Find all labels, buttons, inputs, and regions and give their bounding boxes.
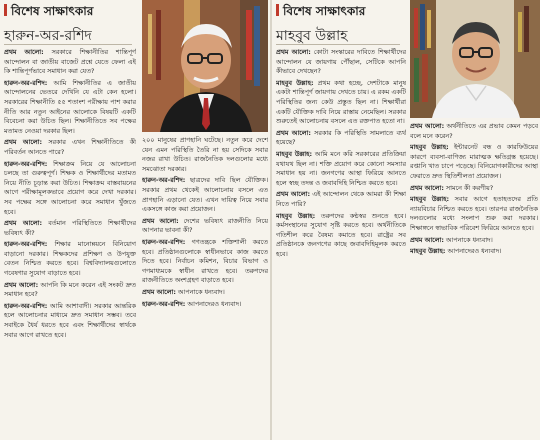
article-column-2	[142, 136, 268, 440]
qa-paragraph: হারুন-অর-রশিদ: ছাত্রদের দাবি ছিল যৌক্তিক। সরকার প্রথম থেকেই আলোচনায় বসলে এত প্রাণহানি এড়ানো যেত। এখন দায়িত্ব নিয়ে সবার একসঙ্গে কাজ করা প্রয়োজন।	[142, 176, 268, 214]
qa-paragraph: প্রথম আলো: আপনাকে ধন্যবাদ।	[410, 235, 493, 244]
interviewee-name: মাহবুব উল্লাহ	[276, 28, 348, 44]
qa-paragraph: হারুন-অর-রশিদ: আপনাদেরও ধন্যবাদ।	[142, 299, 242, 308]
qa-paragraph: প্রথম আলো: অর্থনীতিতে এর প্রভাব কেমন পড়বে বলে মনে করেন?	[410, 122, 538, 140]
qa-paragraph: মাহবুব উল্লাহ: প্রথম কথা হচ্ছে, দেশটাকে মানুষ একটা শান্তিপূর্ণ জায়গায় দেখতে চায়। এ রকম একটি পরিস্থিতির জন্য কেউ প্রস্তুত ছিল না। শিক্ষার্থীরা একটি যৌক্তিক দাবি নিয়ে রাস্তায় নেমেছিল। সরকার শুরুতেই আলোচনায় বসলে এত রক্তপাত হতো না।	[276, 78, 406, 126]
qa-paragraph: মাহবুব উল্লাহ: সবার আগে হতাহতদের প্রতি ন্যায়বিচার নিশ্চিত করতে হবে। তারপর রাজনৈতিক দলগুলোর মধ্যে সংলাপ শুরু করা দরকার। শিক্ষাঙ্গনে স্বাভাবিক পরিবেশ ফিরিয়ে আনতে হবে।	[410, 195, 538, 232]
qa-paragraph: মাহবুব উল্লাহ: আপনাদেরও ধন্যবাদ।	[410, 247, 502, 256]
qa-paragraph: প্রথম আলো: আপনাকে ধন্যবাদ।	[142, 287, 225, 296]
qa-paragraph: মাহবুব উল্লাহ: তরুণদের কণ্ঠস্বর শুনতে হবে। কর্মসংস্থানের সুযোগ সৃষ্টি করতে হবে। অর্থনীতিকে গতিশীল করে বৈষম্য কমাতে হবে। রাষ্ট্রের সব প্রতিষ্ঠানকে জনগণের কাছে জবাবদিহিমূলক করতে হবে।	[276, 211, 406, 258]
qa-paragraph: ২০০ মানুষের প্রাণহানি ঘটেছে। নতুন করে দেশে যেন এমন পরিস্থিতি তৈরি না হয় সেদিকে সবার নজর রাখা উচিত। রাজনৈতিক দলগুলোর মধ্যে সমঝোতা দরকার।	[142, 136, 268, 173]
section-tag: বিশেষ সাক্ষাৎকার	[4, 3, 93, 23]
qa-paragraph: হারুন-অর-রশিদ: আমি আশাবাদী। সরকার আন্তরিক হলে আলোচনার মাধ্যমে দ্রুত সমাধান সম্ভব। তবে সবাইকে ধৈর্য ধরতে হবে এবং শিক্ষার্থীদের স্বার্থকে সবার আগে রাখতে হবে।	[4, 301, 136, 339]
qa-paragraph: প্রথম আলো: দেশের ভবিষ্যৎ রাজনীতি নিয়ে আপনার ভাবনা কী?	[142, 216, 268, 235]
qa-paragraph: প্রথম আলো: সরকারে শিক্ষানীতির শান্তিপূর্ণ আন্দোলন বা জাতীয় বাজেট প্রশ্নে যেতে ফেলা এই কি শান্তিপূর্ণভাবে সমাধান করা যেত?	[4, 48, 136, 76]
qa-paragraph: প্রথম আলো: সামনে কী করণীয়?	[410, 183, 494, 192]
qa-paragraph: হারুন-অর-রশিদ: গণতন্ত্রকে শক্তিশালী করতে হবে। প্রতিষ্ঠানগুলোকে স্বাধীনভাবে কাজ করতে দিতে হবে। নির্বাচন কমিশন, বিচার বিভাগ ও গণমাধ্যমকে স্বাধীন রাখতে হবে। তরুণদের রাজনীতিতে অংশগ্রহণ বাড়াতে হবে।	[142, 237, 268, 285]
section-tag: বিশেষ সাক্ষাৎকার	[276, 3, 365, 23]
qa-paragraph: মাহবুব উল্লাহ: ইন্টারনেট বন্ধ ও কারফিউয়ের কারণে ব্যবসা-বাণিজ্য মারাত্মক ক্ষতিগ্রস্ত হয়েছে। রপ্তানি খাত চাপে পড়েছে। বিনিয়োগকারীদের আস্থা ফেরাতে দ্রুত স্থিতিশীলতা প্রয়োজন।	[410, 143, 538, 180]
qa-paragraph: হারুন-অর-রশিদ: শিক্ষাক্রম নিয়ে যে আলোচনা চলছে তা গুরুত্বপূর্ণ। শিক্ষক ও শিক্ষার্থীদের মতামত নিয়ে নীতি চূড়ান্ত করা উচিত। শিক্ষাক্রম বাস্তবায়নের আগে পরীক্ষামূলকভাবে প্রয়োগ করে দেখা দরকার। সব পক্ষের সঙ্গে আলোচনা করে সমাধান খুঁজতে হবে।	[4, 159, 136, 216]
qa-paragraph: প্রথম আলো: বর্তমান পরিস্থিতিতে শিক্ষার্থীদের ভবিষ্যৎ কী?	[4, 219, 136, 237]
interviewee-name: হারুন-অর-রশিদ	[4, 28, 92, 44]
interview-right	[272, 0, 540, 440]
article-column-1	[4, 48, 136, 440]
interviewee-photo	[142, 0, 268, 132]
qa-paragraph: প্রথম আলো: আপনি কি মনে করেন এই সংকট দ্রুত সমাধান হবে?	[4, 280, 136, 299]
article-column-1	[276, 48, 406, 440]
qa-paragraph: প্রথম আলো: সরকার কি পরিস্থিতি সামলাতে ব্যর্থ হয়েছে?	[276, 128, 406, 147]
qa-paragraph: হারুন-অর-রশিদ: শিক্ষার মানোন্নয়নে বিনিয়োগ বাড়ানো দরকার। শিক্ষকদের প্রশিক্ষণ ও উপযুক্ত বেতন নিশ্চিত করতে হবে। বিশ্ববিদ্যালয়গুলোতে গবেষণার সুযোগ বাড়াতে হবে।	[4, 240, 136, 278]
qa-paragraph: প্রথম আলো: সরকার এখন শিক্ষানীতিতে কী পরিবর্তন আনতে পারে?	[4, 138, 136, 156]
qa-paragraph: প্রথম আলো: কোটা সংস্কারের দাবিতে শিক্ষার্থীদের আন্দোলন যে জায়গায় পৌঁছাল, সেটিকে আপনি কীভাবে দেখছেন?	[276, 48, 406, 76]
qa-paragraph: মাহবুব উল্লাহ: আমি মনে করি সরকারের প্রতিক্রিয়া যথাযথ ছিল না। শক্তি প্রয়োগ করে কোনো সমস্যার সমাধান হয় না। জনগণের আস্থা ফিরিয়ে আনতে হলে স্বচ্ছ তদন্ত ও জবাবদিহি নিশ্চিত করতে হবে।	[276, 149, 406, 187]
interviewee-photo	[410, 0, 540, 118]
article-column-2	[410, 122, 538, 440]
qa-paragraph: হারুন-অর-রশিদ: আমি শিক্ষানীতির এ জাতীয় আন্দোলনের ভেতরে দেখিনি যে এটা কেন হলো। সরকারের শিক্ষানীতি ৫৫ শতাংশ পরীক্ষায় পাশ করার নীতি আর নতুন আইনের আলোকে বিষয়টি একটি বিবেচনা করা উচিত ছিল। শিক্ষানীতিতে সব পক্ষের মতামত নেওয়া দরকার ছিল।	[4, 78, 136, 135]
qa-paragraph: প্রথম আলো: এই আন্দোলন থেকে আমরা কী শিক্ষা নিতে পারি?	[276, 190, 406, 208]
